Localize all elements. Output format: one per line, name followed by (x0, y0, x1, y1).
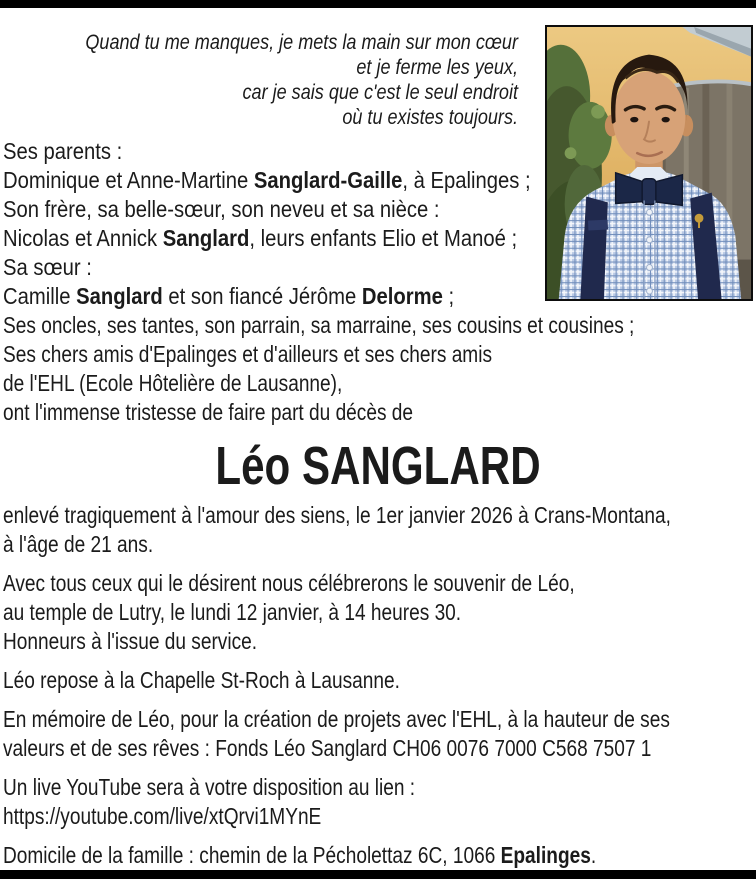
text-line: Honneurs à l'issue du service. (3, 628, 258, 654)
text-line: En mémoire de Léo, pour la création de projets avec l'EHL, à la hauteur de ses (3, 706, 670, 732)
deceased-name: Léo SANGLARD (215, 436, 541, 496)
text-line: Un live YouTube sera à votre disposition au lien : (3, 774, 416, 800)
text-line: Ses oncles, ses tantes, son parrain, sa marraine, ses cousins et cousines ; (3, 312, 635, 338)
family-announcement-continued (3, 311, 635, 427)
text-line: de l'EHL (Ecole Hôtelière de Lausanne), (3, 370, 343, 396)
quote-line: car je sais que c'est le seul endroit (242, 81, 518, 104)
text-line: au temple de Lutry, le lundi 12 janvier, à 14 heures 30. (3, 599, 462, 625)
family-members-list (3, 137, 666, 311)
text-line: Camille Sanglard et son fiancé Jérôme Delorme ; (3, 283, 455, 309)
text-line: Ses chers amis d'Epalinges et d'ailleurs et ses chers amis (3, 341, 492, 367)
text-line: valeurs et de ses rêves : Fonds Léo Sanglard CH06 0076 7000 C568 7507 1 (3, 735, 652, 761)
bottom-border-bar (0, 870, 756, 879)
youtube-live-paragraph (3, 773, 628, 831)
death-details-paragraph (3, 501, 671, 559)
family-address-paragraph (3, 841, 628, 870)
text-line: Son frère, sa belle-sœur, son neveu et sa nièce : (3, 196, 440, 222)
quote-line: Quand tu me manques, je mets la main sur mon cœur (85, 31, 519, 54)
text-line: Nicolas et Annick Sanglard, leurs enfants Elio et Manoé ; (3, 225, 518, 251)
ceremony-paragraph (3, 569, 628, 656)
text-line: enlevé tragiquement à l'amour des siens, le 1er janvier 2026 à Crans-Montana, (3, 502, 671, 528)
text-line: à l'âge de 21 ans. (3, 531, 154, 557)
quote-line: où tu existes toujours. (342, 106, 518, 129)
text-line: Dominique et Anne-Martine Sanglard-Gaille, à Epalinges ; (3, 167, 531, 193)
youtube-live-url: https://youtube.com/live/xtQrvi1MYnE (3, 803, 322, 829)
text-line: Avec tous ceux qui le désirent nous célébrerons le souvenir de Léo, (3, 570, 575, 596)
repose-paragraph (3, 666, 628, 695)
text-line: Sa sœur : (3, 254, 92, 280)
top-border-bar (0, 0, 756, 8)
memorial-quote (73, 30, 518, 130)
memorial-fund-paragraph (3, 705, 670, 763)
quote-line: et je ferme les yeux, (356, 56, 518, 79)
text-line: ont l'immense tristesse de faire part du décès de (3, 399, 414, 425)
text-line: Léo repose à la Chapelle St-Roch à Lausanne. (3, 667, 400, 693)
text-line: Domicile de la famille : chemin de la Pécholettaz 6C, 1066 Epalinges. (3, 842, 597, 868)
text-line: Ses parents : (3, 138, 123, 164)
